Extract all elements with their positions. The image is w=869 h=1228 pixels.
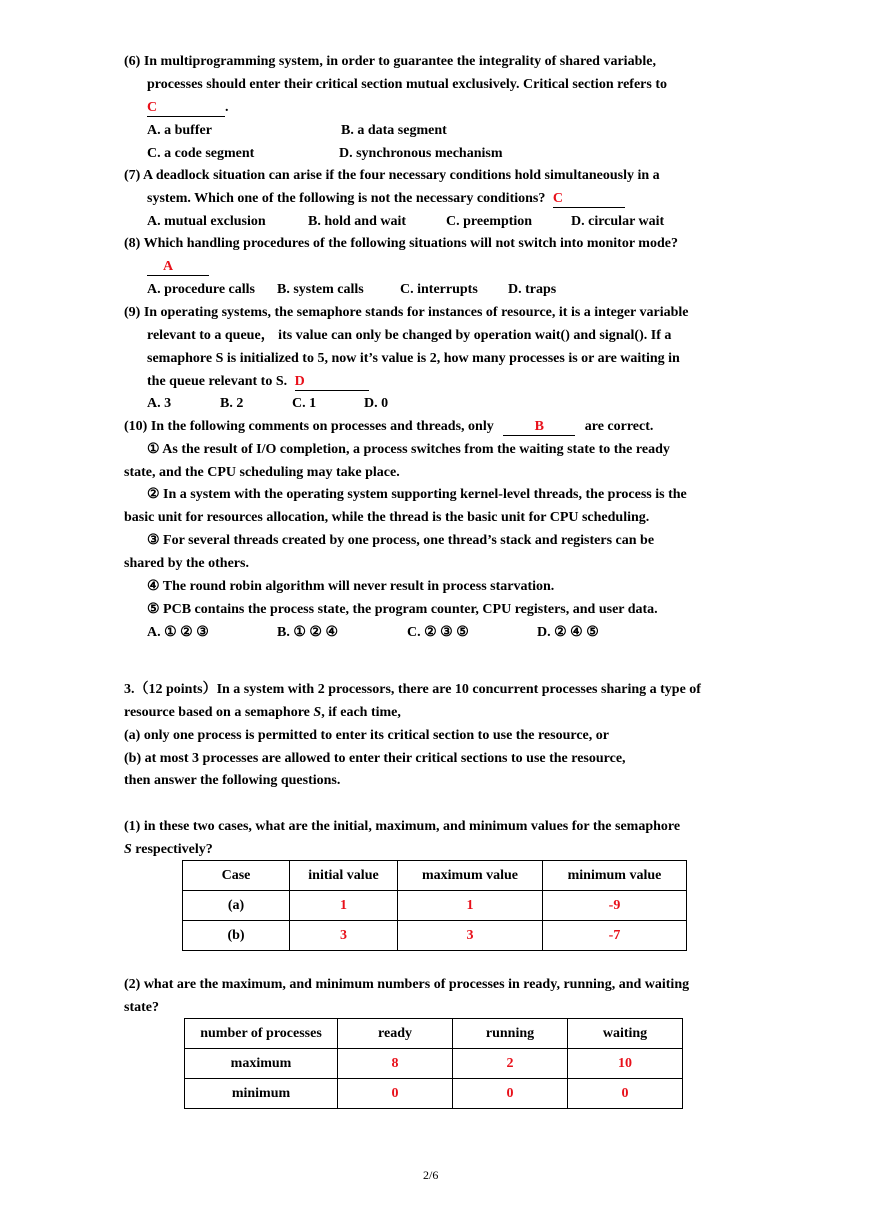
q6-option-d: D. synchronous mechanism — [339, 146, 503, 161]
table2-cell: minimum — [185, 1079, 338, 1109]
q7-option-b: B. hold and wait — [308, 214, 407, 229]
q7-line2 — [147, 190, 625, 208]
q8-answer-line — [147, 258, 209, 276]
q6-line2: processes should enter their critical section mutual exclusively. Critical section refers to — [147, 77, 667, 92]
q10-statement-3b: shared by the others. — [124, 556, 249, 571]
table2-cell: maximum — [185, 1049, 338, 1079]
q3-line3: (a) only one process is permitted to enter its critical section to use the resource, or — [124, 728, 609, 743]
q9-line2: relevant to a queue， its value can only be changed by operation wait() and signal(). If a — [147, 328, 672, 343]
q3-sub1-line2 — [124, 841, 213, 859]
table-row — [183, 891, 687, 921]
q9-line3: semaphore S is initialized to 5, now it’s value is 2, how many processes is or are waiting in — [147, 351, 680, 366]
page-number: 2/6 — [423, 1168, 439, 1182]
q9-answer: D — [294, 374, 305, 389]
q6-line1: (6) In multiprogramming system, in order to guarantee the integrality of shared variable, — [124, 54, 656, 69]
q8-option-d: D. traps — [508, 282, 557, 297]
q7-option-c: C. preemption — [446, 214, 533, 229]
q10-option-d: D. ② ④ ⑤ — [537, 625, 599, 640]
q10-statement-2a: ② In a system with the operating system supporting kernel-level threads, the process is the — [147, 487, 687, 502]
table2-header: running — [453, 1019, 568, 1049]
q10-line1-post: are correct. — [584, 419, 654, 434]
q6-option-a: A. a buffer — [147, 123, 212, 138]
table2-header: ready — [338, 1019, 453, 1049]
q3-line5: then answer the following questions. — [124, 773, 341, 788]
q10-line1-pre: (10) In the following comments on processes and threads, only — [124, 419, 494, 434]
table1-cell: 1 — [398, 891, 543, 921]
table1-cell: -9 — [543, 891, 687, 921]
q8-answer: A — [163, 259, 174, 274]
table1-cell: 1 — [290, 891, 398, 921]
table2-cell: 2 — [453, 1049, 568, 1079]
q3-sub1-var: S — [124, 842, 132, 857]
q3-sub2-line1: (2) what are the maximum, and minimum numbers of processes in ready, running, and waiting — [124, 977, 690, 992]
table1-cell: (a) — [183, 891, 290, 921]
table2-cell: 0 — [568, 1079, 683, 1109]
q10-statement-3a: ③ For several threads created by one process, one thread’s stack and registers can be — [147, 533, 655, 548]
q10-statement-2b: basic unit for resources allocation, while the thread is the basic unit for CPU scheduling. — [124, 510, 650, 525]
q10-answer: B — [534, 419, 544, 434]
q10-option-b: B. ① ② ④ — [277, 625, 338, 640]
table-row — [185, 1079, 683, 1109]
q9-option-d: D. 0 — [364, 396, 389, 411]
q3-line1: 3.（12 points）In a system with 2 processors, there are 10 concurrent processes sharing a type of — [124, 682, 701, 697]
q10-statement-4: ④ The round robin algorithm will never result in process starvation. — [147, 579, 555, 594]
table2-header: number of processes — [185, 1019, 338, 1049]
table-row — [185, 1049, 683, 1079]
q10-statement-1a: ① As the result of I/O completion, a process switches from the waiting state to the ready — [147, 442, 670, 457]
q9-option-a: A. 3 — [147, 396, 172, 411]
q10-statement-5: ⑤ PCB contains the process state, the program counter, CPU registers, and user data. — [147, 602, 658, 617]
q3-line2 — [124, 704, 401, 722]
table-row — [183, 921, 687, 951]
q8-option-c: C. interrupts — [400, 282, 478, 297]
q8-answer-blank — [147, 259, 209, 276]
table1-cell: 3 — [290, 921, 398, 951]
q9-line4 — [147, 373, 369, 391]
q6-period: . — [225, 100, 229, 115]
q3-sub2-line2: state? — [124, 1000, 159, 1015]
table1-header: initial value — [290, 861, 398, 891]
q3-line4: (b) at most 3 processes are allowed to enter their critical sections to use the resource, — [124, 751, 626, 766]
q8-option-b: B. system calls — [277, 282, 364, 297]
table1-cell: (b) — [183, 921, 290, 951]
table1-header: Case — [183, 861, 290, 891]
table2-cell: 0 — [338, 1079, 453, 1109]
q7-line2-text: system. Which one of the following is not the necessary conditions? — [147, 191, 546, 206]
q8-option-a: A. procedure calls — [147, 282, 255, 297]
q9-line1: (9) In operating systems, the semaphore stands for instances of resource, it is a integer variable — [124, 305, 689, 320]
q7-answer: C — [552, 191, 563, 206]
q3-line2-post: , if each time, — [321, 705, 401, 720]
q10-statement-1b: state, and the CPU scheduling may take place. — [124, 465, 400, 480]
table2-cell: 10 — [568, 1049, 683, 1079]
q3-sub1-line1: (1) in these two cases, what are the initial, maximum, and minimum values for the semaphore — [124, 819, 681, 834]
table2-cell: 8 — [338, 1049, 453, 1079]
q3-sub1-line2-post: respectively? — [131, 842, 213, 857]
semaphore-values-table — [182, 860, 687, 951]
q3-line2-pre: resource based on a semaphore — [124, 705, 314, 720]
q6-answer: C — [147, 100, 158, 115]
table2-cell: 0 — [453, 1079, 568, 1109]
q6-answer-line — [147, 99, 229, 117]
q9-answer-blank — [295, 374, 369, 391]
q9-option-b: B. 2 — [220, 396, 244, 411]
q10-answer-blank — [503, 419, 575, 436]
q10-option-a: A. ① ② ③ — [147, 625, 209, 640]
table2-header: waiting — [568, 1019, 683, 1049]
table1-header: minimum value — [543, 861, 687, 891]
q7-option-a: A. mutual exclusion — [147, 214, 266, 229]
table1-cell: 3 — [398, 921, 543, 951]
q6-answer-blank — [147, 100, 225, 117]
q10-option-c: C. ② ③ ⑤ — [407, 625, 469, 640]
table1-header: maximum value — [398, 861, 543, 891]
q3-line2-var: S — [313, 705, 322, 720]
table1-cell: -7 — [543, 921, 687, 951]
q7-line1: (7) A deadlock situation can arise if the four necessary conditions hold simultaneously in a — [124, 168, 660, 183]
q7-answer-blank — [553, 191, 625, 208]
q9-option-c: C. 1 — [292, 396, 317, 411]
q7-option-d: D. circular wait — [571, 214, 665, 229]
process-counts-table — [184, 1018, 683, 1109]
q6-option-c: C. a code segment — [147, 146, 255, 161]
q8-line1: (8) Which handling procedures of the following situations will not switch into monitor mode? — [124, 236, 678, 251]
q9-line4-text: the queue relevant to S. — [147, 374, 288, 389]
q6-option-b: B. a data segment — [341, 123, 447, 138]
q10-line1 — [124, 418, 653, 436]
